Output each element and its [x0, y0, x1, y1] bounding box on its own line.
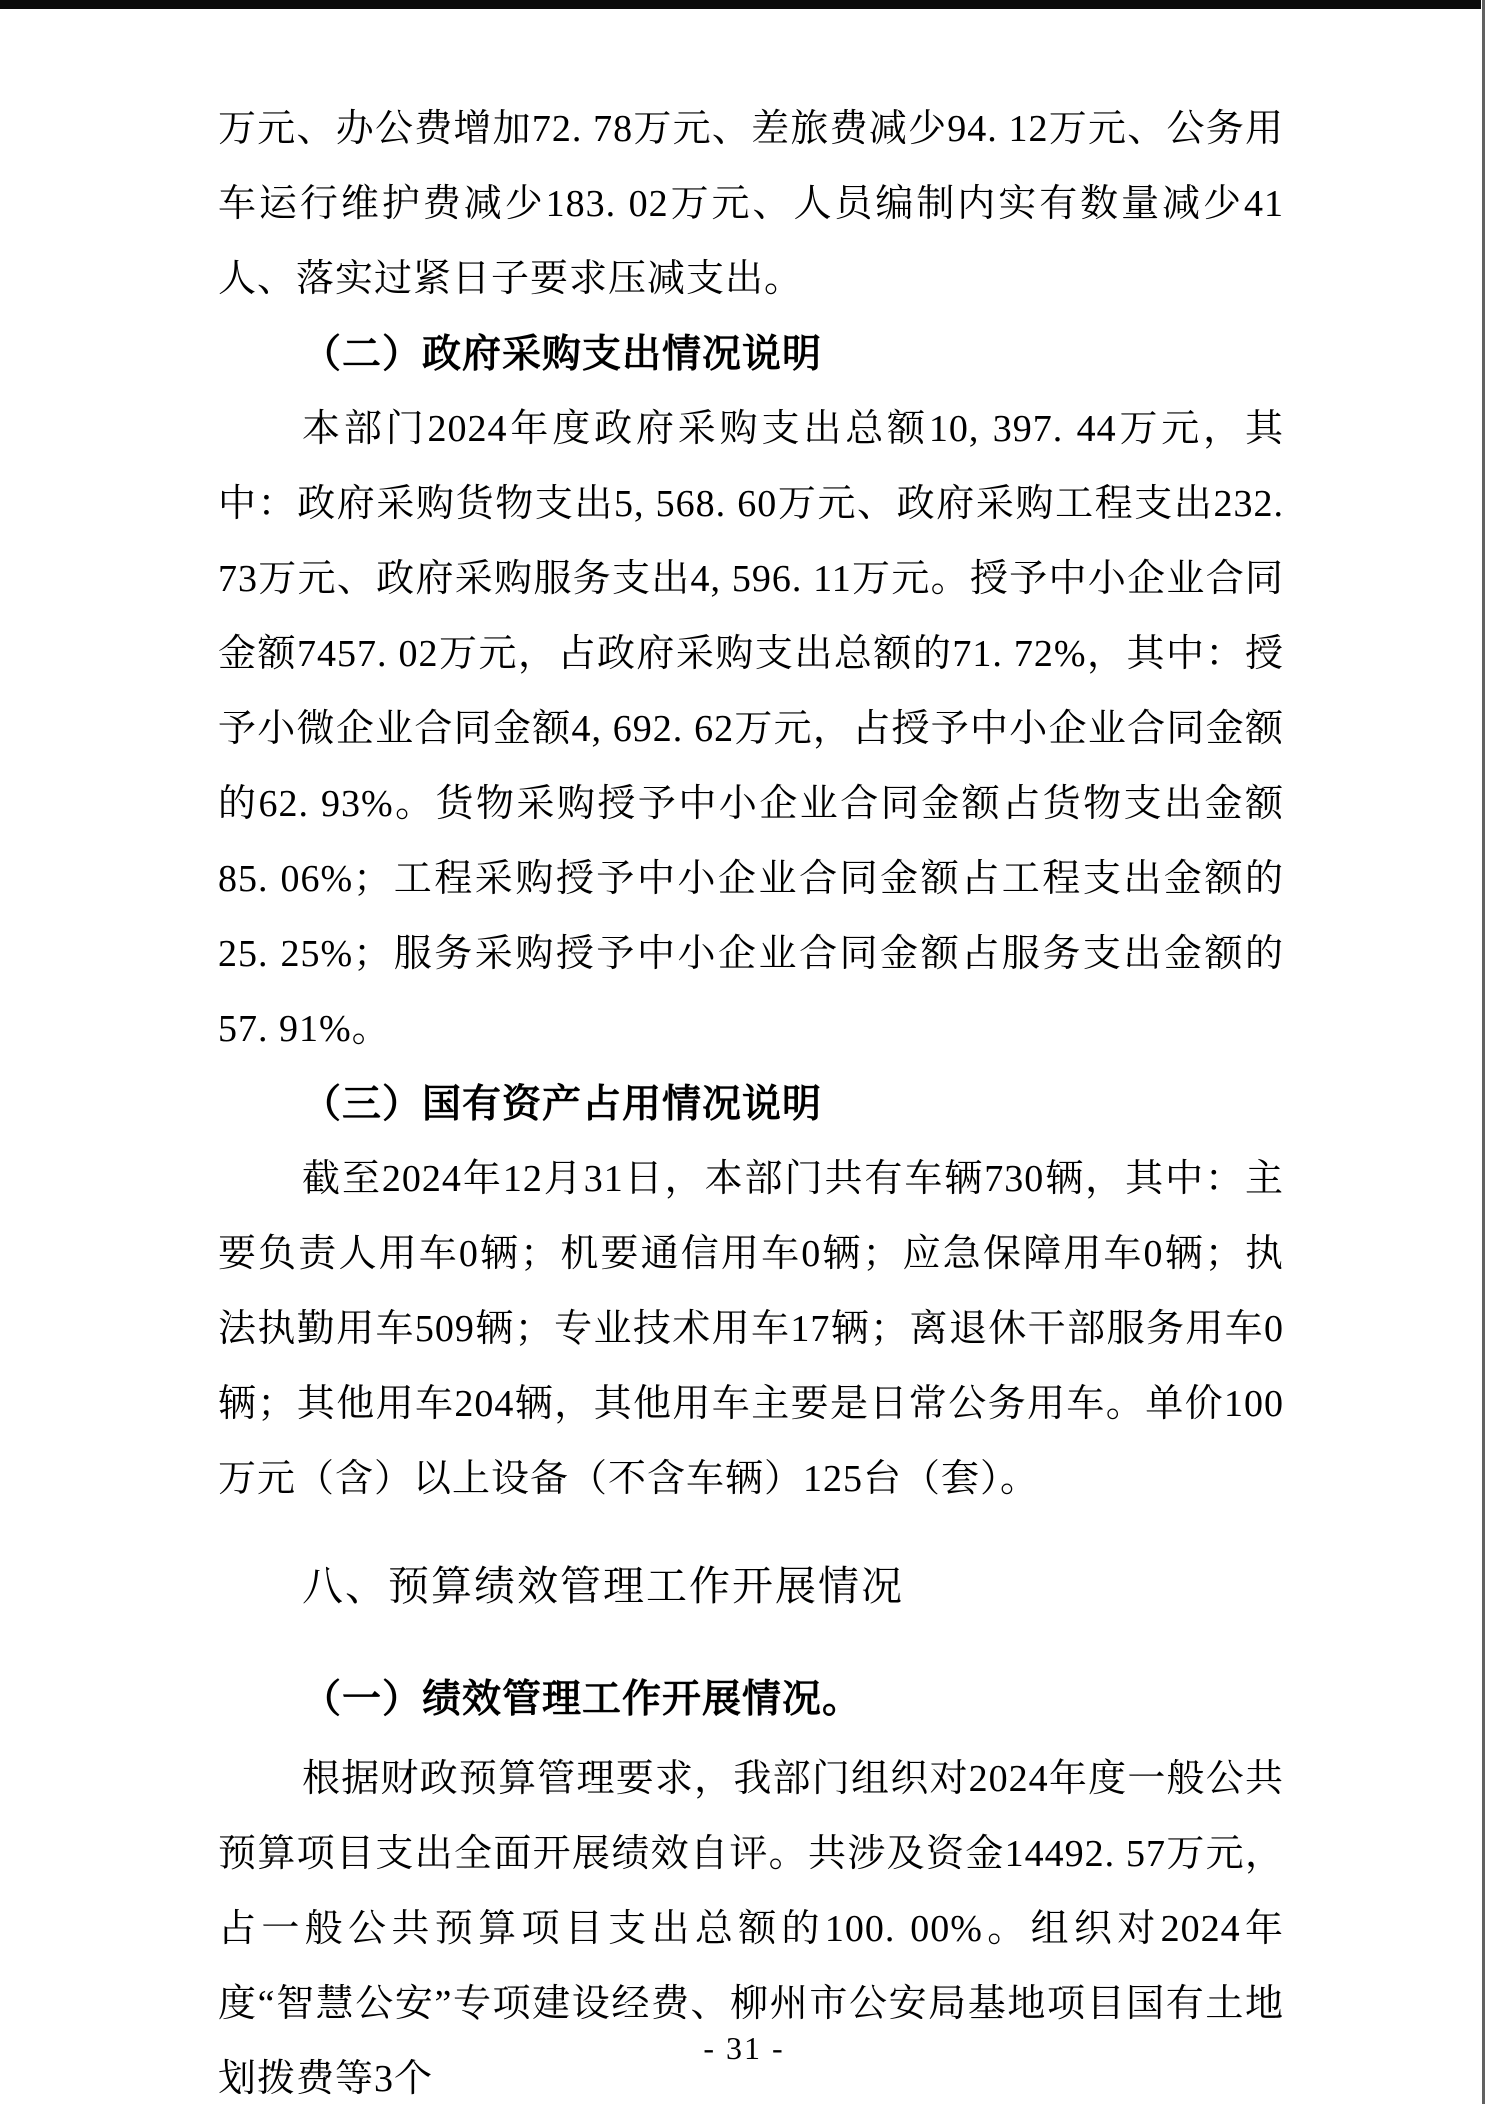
section-heading-state-assets: （三）国有资产占用情况说明 — [302, 1083, 823, 1126]
gov-procurement-paragraph: 本部门2024年度政府采购支出总额10, 397. 44万元，其中：政府采购货物支出5, 568. 60万元、政府采购工程支出232. 73万元、政府采购服务支出4, 596. 11万元。授予中小企业合同金额7457. 02万元，占政府采购支出总额的71. 72%，其中：授予小微企业合同金额4, 692. 62万元，占授予中小企业合同金额的62. 93%。货物采购授予中小企业合同金额占货物支出金额85. 06%；工程采购授予中小企业合同金额占工程支出金额的25. 25%；服务采购授予中小企业合同金额占服务支出金额的57. 91%。 — [218, 408, 1284, 1050]
section-heading-gov-procurement: （二）政府采购支出情况说明 — [302, 333, 823, 376]
page-number: - 31 - — [703, 2030, 785, 2066]
performance-paragraph: 根据财政预算管理要求，我部门组织对2024年度一般公共预算项目支出全面开展绩效自评。共涉及资金14492. 57万元，占一般公共预算项目支出总额的100. 00%。组织对2024年度“智慧公安”专项建设经费、柳州市公安局基地项目国有土地划拨费等3个 — [218, 1758, 1284, 2100]
state-assets-paragraph: 截至2024年12月31日，本部门共有车辆730辆，其中：主要负责人用车0辆；机要通信用车0辆；应急保障用车0辆；执法执勤用车509辆；专业技术用车17辆；离退休干部服务用车0辆；其他用车204辆，其他用车主要是日常公务用车。单价100万元（含）以上设备（不含车辆）125台（套）。 — [218, 1158, 1284, 1500]
sub-heading-performance: （一）绩效管理工作开展情况。 — [302, 1678, 863, 1721]
scan-top-edge-bar — [0, 0, 1481, 9]
page-content — [218, 92, 1284, 2104]
scan-right-edge-line — [1482, 0, 1485, 2104]
part-heading-performance: 八、预算绩效管理工作开展情况 — [302, 1563, 904, 1609]
continuation-paragraph: 万元、办公费增加72. 78万元、差旅费减少94. 12万元、公务用车运行维护费减少183. 02万元、人员编制内实有数量减少41人、落实过紧日子要求压减支出。 — [218, 108, 1284, 300]
